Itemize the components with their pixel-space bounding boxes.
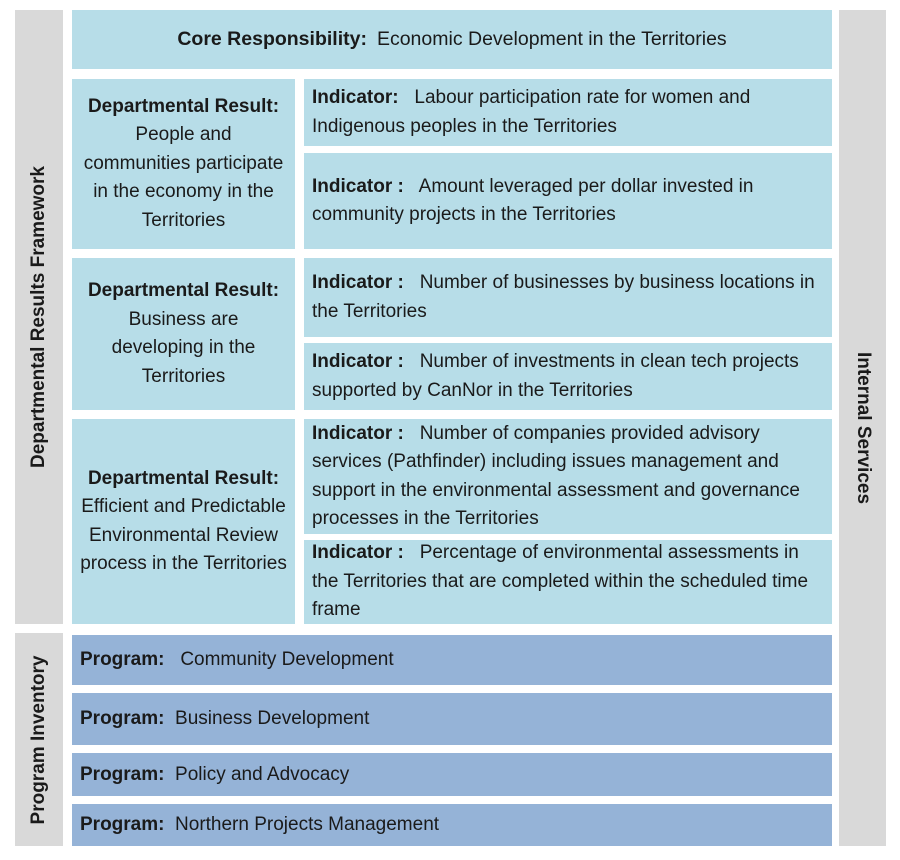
program-label: Program: [80, 814, 165, 835]
indicator-box [304, 79, 832, 146]
indicator-box [304, 419, 832, 534]
departmental-result-box [72, 79, 295, 249]
internal-services-label: Internal Services [852, 351, 874, 505]
program-name: Business Development [175, 708, 370, 729]
core-responsibility-text: Economic Development in the Territories [376, 28, 727, 50]
program-name: Policy and Advocacy [175, 763, 350, 785]
program-box [72, 635, 832, 685]
departmental-result-text: People and communities participate in the economy in the Territories [83, 124, 284, 231]
program-label: Program: [80, 763, 165, 785]
program-name: Northern Projects Management [175, 814, 440, 835]
departmental-result-label: Departmental Result: [87, 467, 280, 489]
departmental-result-box [72, 258, 295, 410]
program-box [72, 753, 832, 796]
indicator-label: Indicator: [312, 87, 399, 108]
indicator-box [304, 343, 832, 410]
indicator-text: Amount leveraged per dollar invested in community projects in the Territories [312, 175, 754, 225]
indicator-label: Indicator : [312, 351, 404, 372]
framework-side-label: Departmental Results Framework [28, 166, 49, 468]
program-label: Program: [80, 649, 165, 670]
departmental-result-label: Departmental Result: [87, 280, 280, 301]
departmental-result-text: Business are developing in the Territories [111, 308, 256, 387]
program-label: Program: [80, 708, 165, 729]
core-responsibility-label: Core Responsibility: [177, 28, 367, 50]
indicator-label: Indicator : [312, 272, 404, 293]
inventory-side-label: Program Inventory [28, 655, 49, 824]
departmental-result-box [72, 419, 295, 624]
program-box [72, 693, 832, 745]
indicator-box [304, 258, 832, 337]
indicator-box [304, 153, 832, 249]
indicator-label: Indicator : [312, 542, 404, 564]
indicator-text: Labour participation rate for women and Indigenous peoples in the Territories [312, 87, 751, 137]
departmental-result-text: Efficient and Predictable Environmental Review process in the Territories [80, 496, 287, 574]
internal-services-bar [839, 10, 886, 846]
indicator-text: Number of companies provided advisory services (Pathfinder) including issues management and support in the environmental assessment and governance processes in the Territories [312, 422, 800, 529]
inventory-side-bar [15, 633, 63, 846]
program-name: Community Development [180, 649, 394, 670]
indicator-label: Indicator : [312, 175, 404, 197]
framework-side-bar [15, 10, 63, 624]
program-box [72, 804, 832, 846]
core-responsibility-box [72, 10, 832, 69]
indicator-text: Percentage of environmental assessments in the Territories that are completed within the scheduled time frame [312, 542, 809, 621]
indicator-text: Number of businesses by business locations in the Territories [312, 272, 815, 322]
indicator-label: Indicator : [312, 422, 404, 444]
departmental-result-label: Departmental Result: [87, 95, 280, 117]
indicator-box [304, 540, 832, 624]
indicator-text: Number of investments in clean tech projects supported by CanNor in the Territories [312, 351, 799, 401]
